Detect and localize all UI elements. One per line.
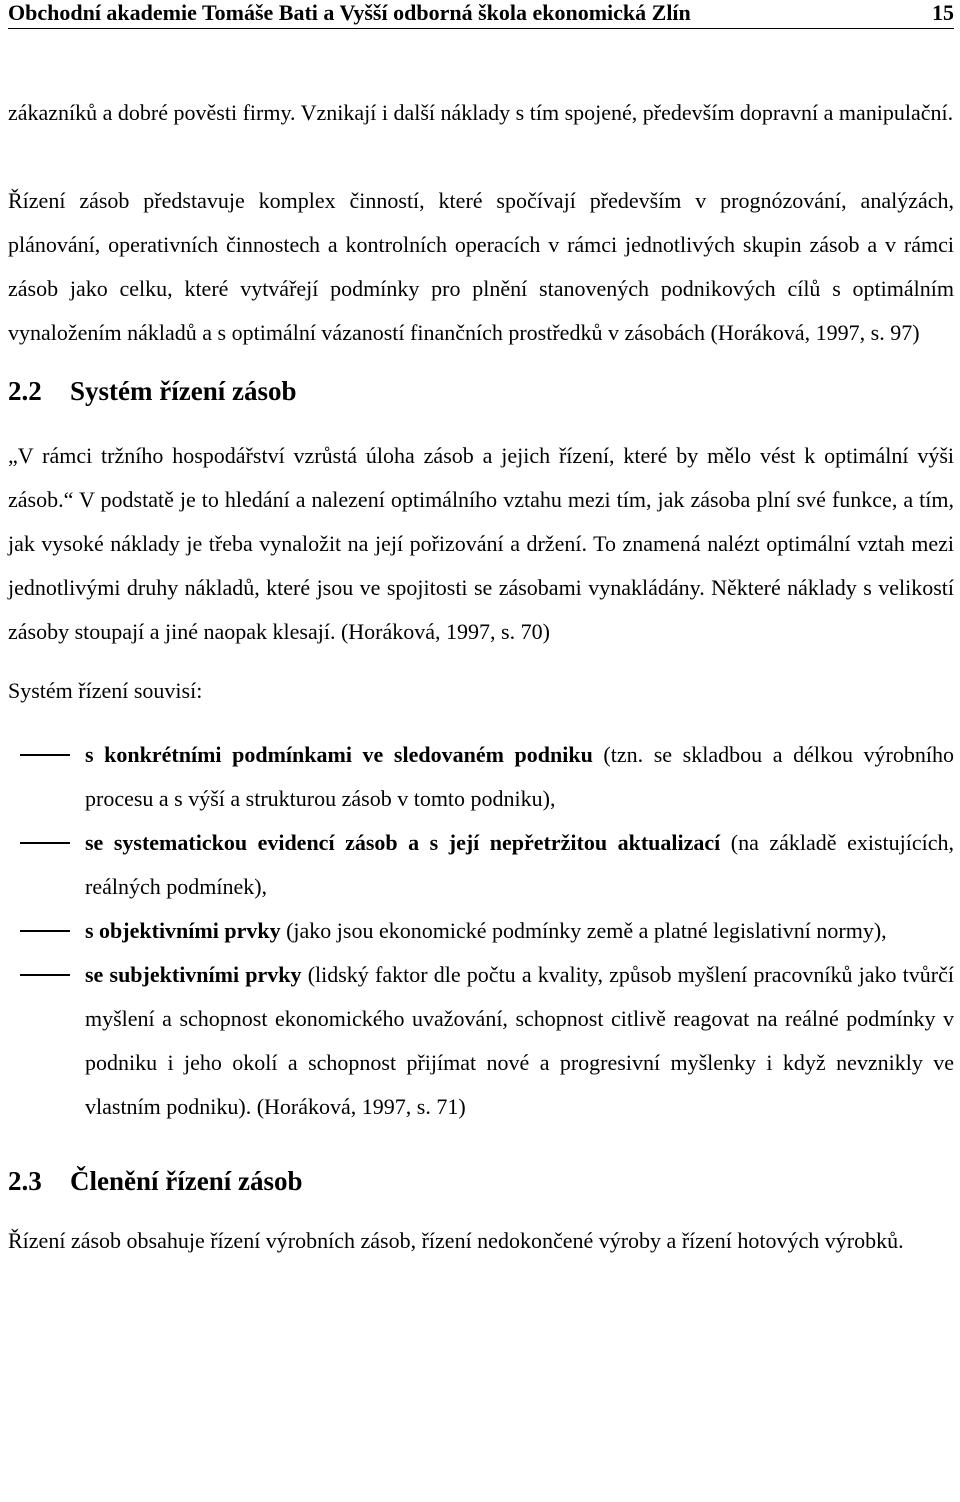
list-item-bold: s objektivními prvky — [85, 918, 281, 943]
section-title: Členění řízení zásob — [70, 1166, 303, 1196]
section-number: 2.3 — [8, 1166, 42, 1196]
section-number: 2.2 — [8, 376, 42, 406]
list-item — [8, 909, 954, 953]
list-item-text: (jako jsou ekonomické podmínky země a platné legislativní normy), — [280, 918, 887, 943]
section-title: Systém řízení zásob — [70, 376, 297, 406]
list-item-bold: s konkrétními podmínkami ve sledovaném podniku — [85, 742, 593, 767]
dash-bullet-icon — [20, 842, 70, 844]
list-item-text: (na základě existujících, reálných podmínek), — [85, 830, 954, 899]
section-heading-2-3 — [8, 1164, 954, 1198]
page-header — [8, 0, 954, 29]
page-number: 15 — [932, 0, 954, 25]
dash-bullet-icon — [20, 974, 70, 976]
dash-bullet-icon — [20, 754, 70, 756]
header-title: Obchodní akademie Tomáše Bati a Vyšší odborná škola ekonomická Zlín — [8, 0, 691, 25]
document-page — [8, 0, 954, 1263]
list-item — [8, 733, 954, 821]
paragraph-quote: „V rámci tržního hospodářství vzrůstá úloha zásob a jejich řízení, které by mělo vést k optimální výši zásob.“ V podstatě je to hledání a nalezení optimálního vztahu mezi tím, jak zásoba plní své funkce, a tím, jak vysoké náklady je třeba vynaložit na její pořizování a držení. To znamená nalézt optimální vztah mezi jednotlivými druhy nákladů, které jsou ve spojitosti se zásobami vynakládány. Některé náklady s velikostí zásoby stoupají a jiné naopak klesají. (Horáková, 1997, s. 70) — [8, 443, 954, 644]
list-item-bold: se subjektivními prvky — [85, 962, 302, 987]
paragraph-definition: Řízení zásob představuje komplex činností, které spočívají především v prognózování, analýzách, plánování, operativních činnostech a kontrolních operacích v rámci jednotlivých skupin zásob a v rámci zásob jako celku, které vytvářejí podmínky pro plnění stanovených podnikových cílů s optimálním vynaložením nákladů a s optimální vázaností finančních prostředků v zásobách (Horáková, 1997, s. 97) — [8, 188, 954, 345]
paragraph-classification: Řízení zásob obsahuje řízení výrobních zásob, řízení nedokončené výroby a řízení hotových výrobků. — [8, 1228, 904, 1253]
dash-list — [8, 733, 954, 1129]
paragraph-continuation: zákazníků a dobré pověsti firmy. Vznikají i další náklady s tím spojené, především dopravní a manipulační. — [8, 100, 954, 125]
section-heading-2-2 — [8, 374, 954, 408]
paragraph-list-intro: Systém řízení souvisí: — [8, 678, 203, 703]
list-item-text: (lidský faktor dle počtu a kvality, způsob myšlení pracovníků jako tvůrčí myšlení a schopnost ekonomického uvažování, schopnost citlivě reagovat na reálné podmínky v podniku i jeho okolí a schopnost přijímat nové a progresivní myšlenky i když nevznikly ve vlastním podniku). (Horáková, 1997, s. 71) — [85, 962, 954, 1119]
list-item-text: (tzn. se skladbou a délkou výrobního procesu a s výší a strukturou zásob v tomto podniku), — [85, 742, 954, 811]
list-item — [8, 953, 954, 1129]
list-item-bold: se systematickou evidencí zásob a s její nepřetržitou aktualizací — [85, 830, 721, 855]
dash-bullet-icon — [20, 930, 70, 932]
list-item — [8, 821, 954, 909]
